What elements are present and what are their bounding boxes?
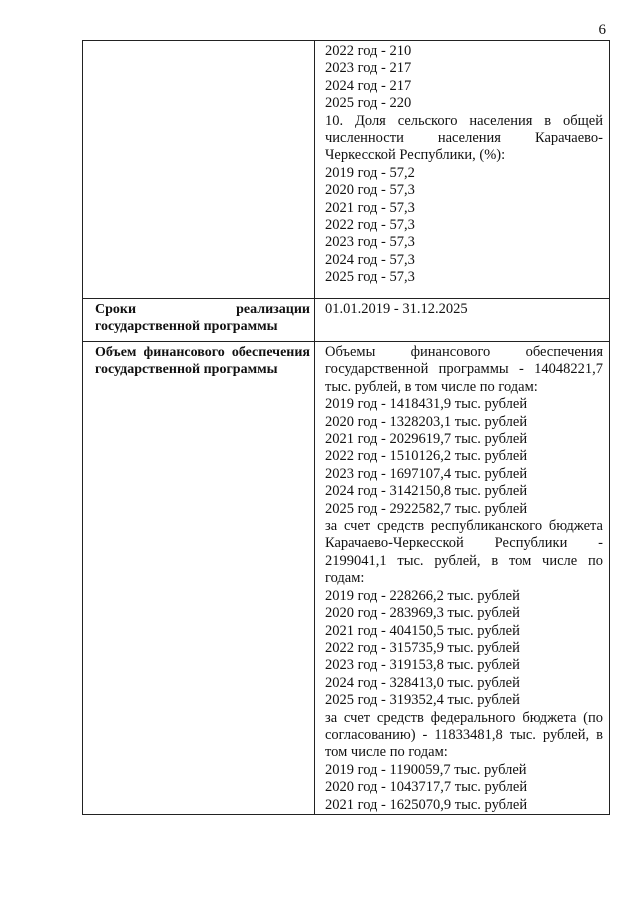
indicator-10-years-list [325,165,603,287]
list-item: 2020 год - 1328203,1 тыс. рублей [325,413,528,430]
funding-federal-intro: за счет средств федерального бюджета (по согласованию) - 11833481,8 тыс. рублей, в том числе по годам: [325,709,603,761]
table-row-funding [83,342,610,815]
list-item: 2023 год - 57,3 [325,234,415,251]
funding-total-intro: Объемы финансового обеспечения государственной программы - 14048221,7 тыс. рублей, в том числе по годам: [325,344,603,395]
indicator-9-years-list [325,43,603,113]
list-item: 2022 год - 57,3 [325,217,415,234]
list-item: 2022 год - 315735,9 тыс. рублей [325,639,520,656]
list-item: 2020 год - 283969,3 тыс. рублей [325,605,520,622]
list-item: 2025 год - 319352,4 тыс. рублей [325,692,520,709]
timeline-value: 01.01.2019 - 31.12.2025 [325,301,468,317]
list-item: 2020 год - 57,3 [325,182,415,199]
list-item: 2025 год - 2922582,7 тыс. рублей [325,500,528,517]
list-item: 2021 год - 57,3 [325,199,415,216]
funding-federal-years-list [325,762,603,814]
list-item: 2024 год - 217 [325,77,412,94]
list-item: 2023 год - 319153,8 тыс. рублей [325,657,520,674]
list-item: 2021 год - 404150,5 тыс. рублей [325,622,520,639]
program-passport-table [82,40,610,815]
list-item: 2023 год - 217 [325,60,412,77]
indicator-10-title: 10. Доля сельского населения в общей численности населения Карачаево-Черкесской Республики, (%): [325,112,603,164]
list-item: 2019 год - 57,2 [325,164,415,181]
list-item: 2021 год - 1625070,9 тыс. рублей [325,796,528,813]
list-item: 2024 год - 328413,0 тыс. рублей [325,674,520,691]
list-item: 2019 год - 1418431,9 тыс. рублей [325,396,528,413]
funding-regional-intro: за счет средств республиканского бюджета Карачаево-Черкесской Республики - 2199041,1 тыс. рублей, в том числе по годам: [325,518,603,587]
list-item: 2025 год - 57,3 [325,269,415,286]
list-item: 2023 год - 1697107,4 тыс. рублей [325,465,528,482]
funding-regional-years-list [325,588,603,710]
timeline-value-cell [315,299,610,342]
row1-value-cell [315,41,610,299]
list-item: 2022 год - 210 [325,43,412,59]
row1-label-cell [83,41,315,299]
funding-value-cell [315,342,610,815]
list-item: 2024 год - 3142150,8 тыс. рублей [325,483,528,500]
list-item: 2022 год - 1510126,2 тыс. рублей [325,448,528,465]
page-number: 6 [598,22,606,38]
funding-label: Объем финансового обеспечения государственной программы [83,342,315,815]
list-item: 2024 год - 57,3 [325,251,415,268]
list-item: 2019 год - 1190059,7 тыс. рублей [325,761,527,778]
table-row-indicators [83,41,610,299]
table-row-timeline [83,299,610,342]
list-item: 2025 год - 220 [325,95,412,112]
list-item: 2019 год - 228266,2 тыс. рублей [325,587,520,604]
list-item: 2021 год - 2029619,7 тыс. рублей [325,431,528,448]
timeline-label: Сроки реализации государственной программы [83,299,315,342]
list-item: 2020 год - 1043717,7 тыс. рублей [325,779,528,796]
funding-total-years-list [325,396,603,518]
